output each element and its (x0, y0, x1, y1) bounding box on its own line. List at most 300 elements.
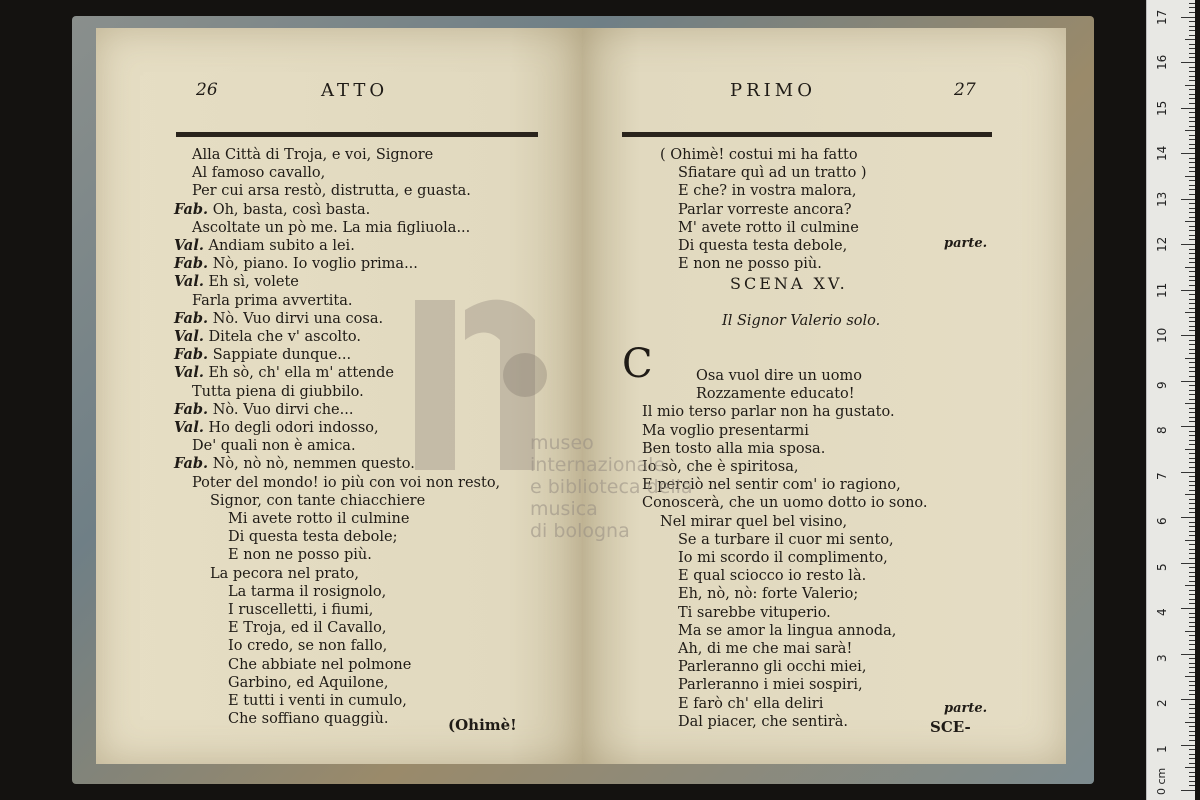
verse-line (678, 237, 847, 255)
ruler-tick (1189, 412, 1195, 413)
ruler-tick (1189, 89, 1195, 90)
ruler-tick (1181, 426, 1195, 427)
ruler-tick (1181, 153, 1195, 154)
ruler-tick (1189, 567, 1195, 568)
ruler-tick (1189, 640, 1195, 641)
verse-line (678, 567, 866, 585)
ruler-tick (1185, 676, 1195, 677)
verse-text: ( Ohimè! costui mi ha fatto (660, 147, 858, 163)
ruler-tick (1181, 290, 1195, 291)
verse-text: La tarma il rosignolo, (228, 583, 387, 600)
ruler-tick (1189, 67, 1195, 68)
catchword: (Ohimè! (448, 716, 517, 734)
verse-line (678, 658, 866, 676)
verse-text: Sfiatare quì ad un tratto ) (678, 165, 867, 182)
header-rule (622, 132, 992, 137)
verse-line (696, 385, 855, 403)
ruler-tick (1189, 658, 1195, 659)
ruler-tick (1189, 394, 1195, 395)
ruler-number: 16 (1155, 54, 1169, 70)
ruler-tick (1189, 708, 1195, 709)
running-head: ATTO (321, 80, 389, 101)
verse-text: E che? in vostra malora, (678, 183, 857, 200)
speaker-name: Fab. (174, 255, 209, 273)
ruler-tick (1189, 330, 1195, 331)
ruler-tick (1189, 158, 1195, 159)
ruler-tick (1189, 503, 1195, 504)
ruler-tick (1189, 362, 1195, 363)
verse-text: Ben tosto alla mia sposa. (642, 440, 826, 457)
verse-text: De' quali non è amica. (192, 438, 356, 455)
verse-line (228, 510, 409, 528)
ruler-tick (1189, 490, 1195, 491)
verse-text: Io credo, se non fallo, (228, 638, 388, 655)
ruler-tick (1189, 462, 1195, 463)
speaker-name: Fab. (174, 309, 209, 327)
verse-line (228, 637, 387, 655)
ruler-number: 6 (1155, 517, 1169, 525)
verse-line (642, 403, 895, 421)
verse-text: Parleranno i miei sospiri, (678, 677, 863, 694)
ruler-tick (1189, 785, 1195, 786)
verse-line (174, 237, 355, 255)
ruler-tick (1185, 631, 1195, 632)
ruler-tick (1189, 7, 1195, 8)
verse-text: La pecora nel prato, (210, 565, 359, 582)
ruler-tick (1185, 540, 1195, 541)
ruler-tick (1189, 148, 1195, 149)
verse-text: Andiam subito a lei. (208, 238, 355, 254)
ruler-tick (1189, 21, 1195, 22)
ruler-tick (1185, 585, 1195, 586)
verse-text: Farla prima avvertita. (192, 292, 353, 309)
ruler-tick (1189, 112, 1195, 113)
ruler-number: 12 (1155, 236, 1169, 252)
ruler-tick (1189, 294, 1195, 295)
verse-text: Di questa testa debole; (228, 529, 398, 546)
ruler-tick (1181, 244, 1195, 245)
ruler-tick (1189, 690, 1195, 691)
ruler-tick (1189, 549, 1195, 550)
ruler-tick (1189, 649, 1195, 650)
ruler-number: 3 (1155, 653, 1169, 662)
ruler-tick (1189, 371, 1195, 372)
verse-line (228, 674, 388, 692)
ruler-tick (1189, 44, 1195, 45)
right-page (582, 28, 1066, 764)
ruler-tick (1189, 763, 1195, 764)
ruler-tick (1189, 735, 1195, 736)
ruler-tick (1189, 26, 1195, 27)
ruler-tick (1189, 249, 1195, 250)
verse-line (174, 328, 361, 346)
verse-text: Che soffiano quaggiù. (228, 711, 389, 728)
verse-text: Eh sò, ch' ella m' attende (208, 365, 394, 382)
ruler-tick (1189, 704, 1195, 705)
verse-line (192, 146, 433, 164)
verse-line (678, 255, 822, 273)
verse-text: Parlar vorreste ancora? (678, 201, 852, 218)
ruler-tick (1189, 731, 1195, 732)
verse-line (228, 656, 411, 674)
verse-text: Signor, con tante chiacchiere (210, 492, 426, 509)
speaker-name: Fab. (174, 346, 209, 364)
verse-text: Parleranno gli occhi miei, (678, 659, 867, 676)
catchword: SCE- (930, 718, 971, 736)
ruler-tick (1189, 512, 1195, 513)
ruler-tick (1185, 449, 1195, 450)
verse-text: Osa vuol dire un uomo (696, 368, 862, 384)
verse-text: Per cui arsa restò, distrutta, e guasta. (192, 183, 471, 200)
verse-text: Ti sarebbe vituperio. (678, 604, 831, 621)
verse-text: Oh, basta, così basta. (212, 201, 371, 218)
ruler-tick (1189, 303, 1195, 304)
ruler-tick (1189, 626, 1195, 627)
verse-line (678, 182, 857, 200)
ruler-tick (1189, 299, 1195, 300)
verse-text: Il mio terso parlar non ha gustato. (642, 404, 895, 421)
drop-cap: C (622, 341, 653, 387)
verse-line (174, 419, 379, 437)
verse-line (210, 565, 359, 583)
speaker-name: Val. (174, 237, 204, 254)
ruler-tick (1189, 162, 1195, 163)
ruler-tick (1189, 262, 1195, 263)
ruler-tick (1185, 39, 1195, 40)
ruler-tick (1189, 321, 1195, 322)
ruler-tick (1185, 85, 1195, 86)
verse-text: Tutta piena di giubbilo. (192, 383, 364, 400)
ruler-tick (1189, 576, 1195, 577)
verse-line (174, 364, 394, 382)
ruler-tick (1189, 622, 1195, 623)
ruler-tick (1189, 80, 1195, 81)
verse-line (174, 201, 370, 219)
verse-line (678, 640, 852, 658)
ruler-tick (1189, 171, 1195, 172)
ruler-tick (1189, 599, 1195, 600)
verse-line (678, 549, 888, 567)
ruler-tick (1189, 749, 1195, 750)
verse-text: Io sò, che è spiritosa, (642, 459, 799, 475)
ruler-tick (1189, 35, 1195, 36)
stage-direction: parte. (944, 701, 988, 716)
ruler-tick (1189, 772, 1195, 773)
ruler-tick (1189, 572, 1195, 573)
verse-text: Eh, nò, nò: forte Valerio; (678, 586, 859, 603)
ruler-tick (1189, 48, 1195, 49)
ruler-tick (1189, 217, 1195, 218)
watermark-text (530, 432, 730, 542)
running-head: PRIMO (730, 80, 816, 101)
ruler-tick (1185, 312, 1195, 313)
ruler-tick (1189, 667, 1195, 668)
ruler-number: 7 (1155, 471, 1169, 480)
ruler-tick (1189, 440, 1195, 441)
ruler-unit: 0 cm (1155, 767, 1168, 795)
verse-text: I ruscelletti, i fiumi, (228, 602, 374, 618)
ruler-tick (1181, 108, 1195, 109)
ruler-tick (1189, 740, 1195, 741)
ruler-tick (1181, 608, 1195, 609)
ruler-tick (1185, 176, 1195, 177)
watermark-line: museo internazionale (530, 432, 666, 476)
verse-text: Dal piacer, che sentirà. (678, 713, 848, 730)
ruler-number: 4 (1155, 608, 1169, 616)
verse-text: Ditela che v' ascolto. (208, 329, 361, 345)
ruler-tick (1189, 481, 1195, 482)
verse-text: E non ne posso più. (678, 256, 822, 273)
ruler-tick (1189, 544, 1195, 545)
verse-line (660, 146, 858, 164)
ruler-tick (1189, 390, 1195, 391)
verse-line (174, 455, 415, 473)
verse-line (678, 585, 858, 603)
ruler-tick (1189, 180, 1195, 181)
verse-text: Se a turbare il cuor mi sento, (678, 531, 894, 548)
ruler-number: 10 (1155, 327, 1169, 343)
ruler-tick (1189, 467, 1195, 468)
ruler-tick (1189, 285, 1195, 286)
ruler-tick (1181, 790, 1195, 791)
ruler-tick (1189, 553, 1195, 554)
ruler-tick (1189, 613, 1195, 614)
ruler-tick (1189, 317, 1195, 318)
verse-text: E tutti i venti in cumulo, (228, 693, 407, 709)
ruler-tick (1181, 699, 1195, 700)
ruler-tick (1189, 121, 1195, 122)
verse-line (192, 164, 325, 182)
ruler-tick (1189, 30, 1195, 31)
ruler-tick (1181, 517, 1195, 518)
verse-line (678, 164, 867, 182)
verse-line (228, 546, 372, 564)
verse-text: Sappiate dunque... (212, 347, 352, 364)
ruler-tick (1185, 130, 1195, 131)
ruler-tick (1189, 522, 1195, 523)
watermark-line: di bologna (530, 520, 630, 542)
verse-text: Ascoltate un pò me. La mia figliuola... (192, 219, 471, 236)
verse-line (228, 528, 398, 546)
ruler-number: 9 (1155, 380, 1169, 389)
ruler-tick (1189, 685, 1195, 686)
ruler-tick (1189, 353, 1195, 354)
ruler-tick (1189, 53, 1195, 54)
verse-text: Nò, piano. Io voglio prima... (212, 256, 418, 273)
ruler-tick (1189, 499, 1195, 500)
ruler-tick (1189, 431, 1195, 432)
ruler-tick (1189, 508, 1195, 509)
ruler-tick (1189, 76, 1195, 77)
ruler-tick (1189, 421, 1195, 422)
ruler-tick (1189, 344, 1195, 345)
ruler-tick (1189, 408, 1195, 409)
ruler-tick (1189, 776, 1195, 777)
ruler-tick (1181, 199, 1195, 200)
ruler-tick (1189, 94, 1195, 95)
scene-title: SCENA XV. (730, 274, 848, 293)
ruler-tick (1189, 526, 1195, 527)
ruler-tick (1189, 594, 1195, 595)
verse-line (228, 619, 386, 637)
ruler-tick (1189, 117, 1195, 118)
ruler-tick (1189, 340, 1195, 341)
verse-text: E farò ch' ella deliri (678, 695, 824, 712)
verse-line (228, 601, 373, 619)
ruler-tick (1189, 385, 1195, 386)
ruler-tick (1189, 444, 1195, 445)
verse-line (192, 182, 471, 200)
speaker-name: Fab. (174, 455, 209, 473)
ruler-tick (1189, 71, 1195, 72)
speaker-name: Fab. (174, 200, 209, 218)
verse-line (228, 583, 386, 601)
verse-line (696, 367, 862, 385)
header-rule (176, 132, 538, 137)
verse-line (174, 310, 383, 328)
ruler-tick (1189, 754, 1195, 755)
ruler-tick (1189, 417, 1195, 418)
ruler-tick (1189, 230, 1195, 231)
ruler-number: 1 (1155, 744, 1169, 753)
ruler-tick (1189, 135, 1195, 136)
ruler-number: 5 (1155, 562, 1169, 571)
ruler-tick (1189, 194, 1195, 195)
verse-text: Al famoso cavallo, (192, 165, 326, 182)
verse-line (174, 401, 353, 419)
verse-text: Ho degli odori indosso, (208, 420, 379, 436)
ruler-tick (1181, 62, 1195, 63)
speaker-name: Val. (174, 273, 204, 291)
ruler-tick (1189, 635, 1195, 636)
measurement-ruler (1146, 0, 1195, 800)
verse-text: Eh sì, volete (208, 274, 299, 291)
verse-text: Conoscerà, che un uomo dotto io sono. (642, 495, 928, 512)
ruler-number: 14 (1155, 145, 1169, 161)
ruler-tick (1181, 381, 1195, 382)
verse-line (192, 383, 364, 401)
ruler-tick (1189, 781, 1195, 782)
verse-line (210, 492, 425, 510)
verse-line (678, 622, 896, 640)
ruler-tick (1189, 253, 1195, 254)
verse-text: Alla Città di Troja, e voi, Signore (192, 147, 434, 163)
ruler-tick (1189, 57, 1195, 58)
ruler-tick (1189, 758, 1195, 759)
verse-text: Che abbiate nel polmone (228, 656, 412, 673)
verse-line (174, 273, 299, 291)
ruler-tick (1189, 672, 1195, 673)
ruler-number: 8 (1155, 426, 1169, 434)
verse-text: E perciò nel sentir com' io ragiono, (642, 477, 901, 494)
ruler-tick (1189, 476, 1195, 477)
ruler-tick (1185, 494, 1195, 495)
ruler-tick (1189, 435, 1195, 436)
verse-text: M' avete rotto il culmine (678, 219, 859, 236)
ruler-tick (1189, 603, 1195, 604)
ruler-number: 2 (1155, 699, 1169, 707)
verse-text: Nò. Vuo dirvi una cosa. (212, 310, 384, 327)
ruler-tick (1189, 139, 1195, 140)
verse-text: Di questa testa debole, (678, 238, 848, 254)
verse-text: E qual sciocco io resto là. (678, 568, 867, 585)
verse-line (678, 695, 823, 713)
verse-line (678, 604, 831, 622)
ruler-tick (1189, 308, 1195, 309)
ruler-tick (1189, 212, 1195, 213)
ruler-tick (1189, 12, 1195, 13)
stage-direction: parte. (944, 236, 988, 251)
ruler-tick (1189, 713, 1195, 714)
ruler-tick (1181, 17, 1195, 18)
ruler-tick (1185, 403, 1195, 404)
ruler-tick (1189, 399, 1195, 400)
ruler-tick (1189, 103, 1195, 104)
ruler-tick (1189, 235, 1195, 236)
ruler-tick (1189, 485, 1195, 486)
ruler-tick (1189, 167, 1195, 168)
ruler-tick (1185, 767, 1195, 768)
verse-line (228, 710, 388, 728)
ruler-number: 11 (1155, 282, 1169, 298)
verse-text: Nò. Vuo dirvi che... (212, 401, 354, 418)
ruler-tick (1189, 185, 1195, 186)
verse-text: Nel mirar quel bel visino, (660, 513, 848, 530)
ruler-tick (1189, 681, 1195, 682)
verse-text: Mi avete rotto il culmine (228, 511, 410, 527)
speaker-name: Val. (174, 364, 204, 382)
ruler-tick (1189, 717, 1195, 718)
ruler-number: 13 (1155, 191, 1169, 207)
verse-line (192, 437, 356, 455)
ruler-tick (1189, 535, 1195, 536)
verse-line (192, 292, 352, 310)
ruler-tick (1181, 654, 1195, 655)
verse-line (678, 676, 863, 694)
speaker-name: Val. (174, 328, 204, 345)
ruler-tick (1189, 581, 1195, 582)
verse-line (174, 346, 351, 364)
verse-text: E Troja, ed il Cavallo, (228, 620, 387, 637)
ruler-tick (1185, 722, 1195, 723)
verse-line (192, 219, 470, 237)
speaker-name: Fab. (174, 400, 209, 418)
verse-line (678, 713, 848, 731)
ruler-tick (1189, 3, 1195, 4)
ruler-tick (1189, 203, 1195, 204)
ruler-tick (1181, 745, 1195, 746)
ruler-tick (1189, 258, 1195, 259)
ruler-tick (1189, 280, 1195, 281)
ruler-tick (1181, 472, 1195, 473)
ruler-tick (1189, 590, 1195, 591)
verse-text: Io mi scordo il complimento, (678, 550, 888, 566)
ruler-tick (1185, 358, 1195, 359)
ruler-tick (1189, 271, 1195, 272)
ruler-tick (1189, 531, 1195, 532)
ruler-tick (1185, 267, 1195, 268)
verse-line (174, 255, 418, 273)
verse-text: Ma voglio presentarmi (642, 422, 809, 439)
scene-subtitle: Il Signor Valerio solo. (722, 313, 881, 329)
ruler-tick (1189, 367, 1195, 368)
ruler-number: 15 (1155, 100, 1169, 116)
ruler-number: 17 (1155, 9, 1169, 25)
verse-line (678, 201, 852, 219)
ruler-tick (1189, 189, 1195, 190)
watermark-line: e biblioteca della musica (530, 476, 693, 520)
ruler-tick (1189, 376, 1195, 377)
